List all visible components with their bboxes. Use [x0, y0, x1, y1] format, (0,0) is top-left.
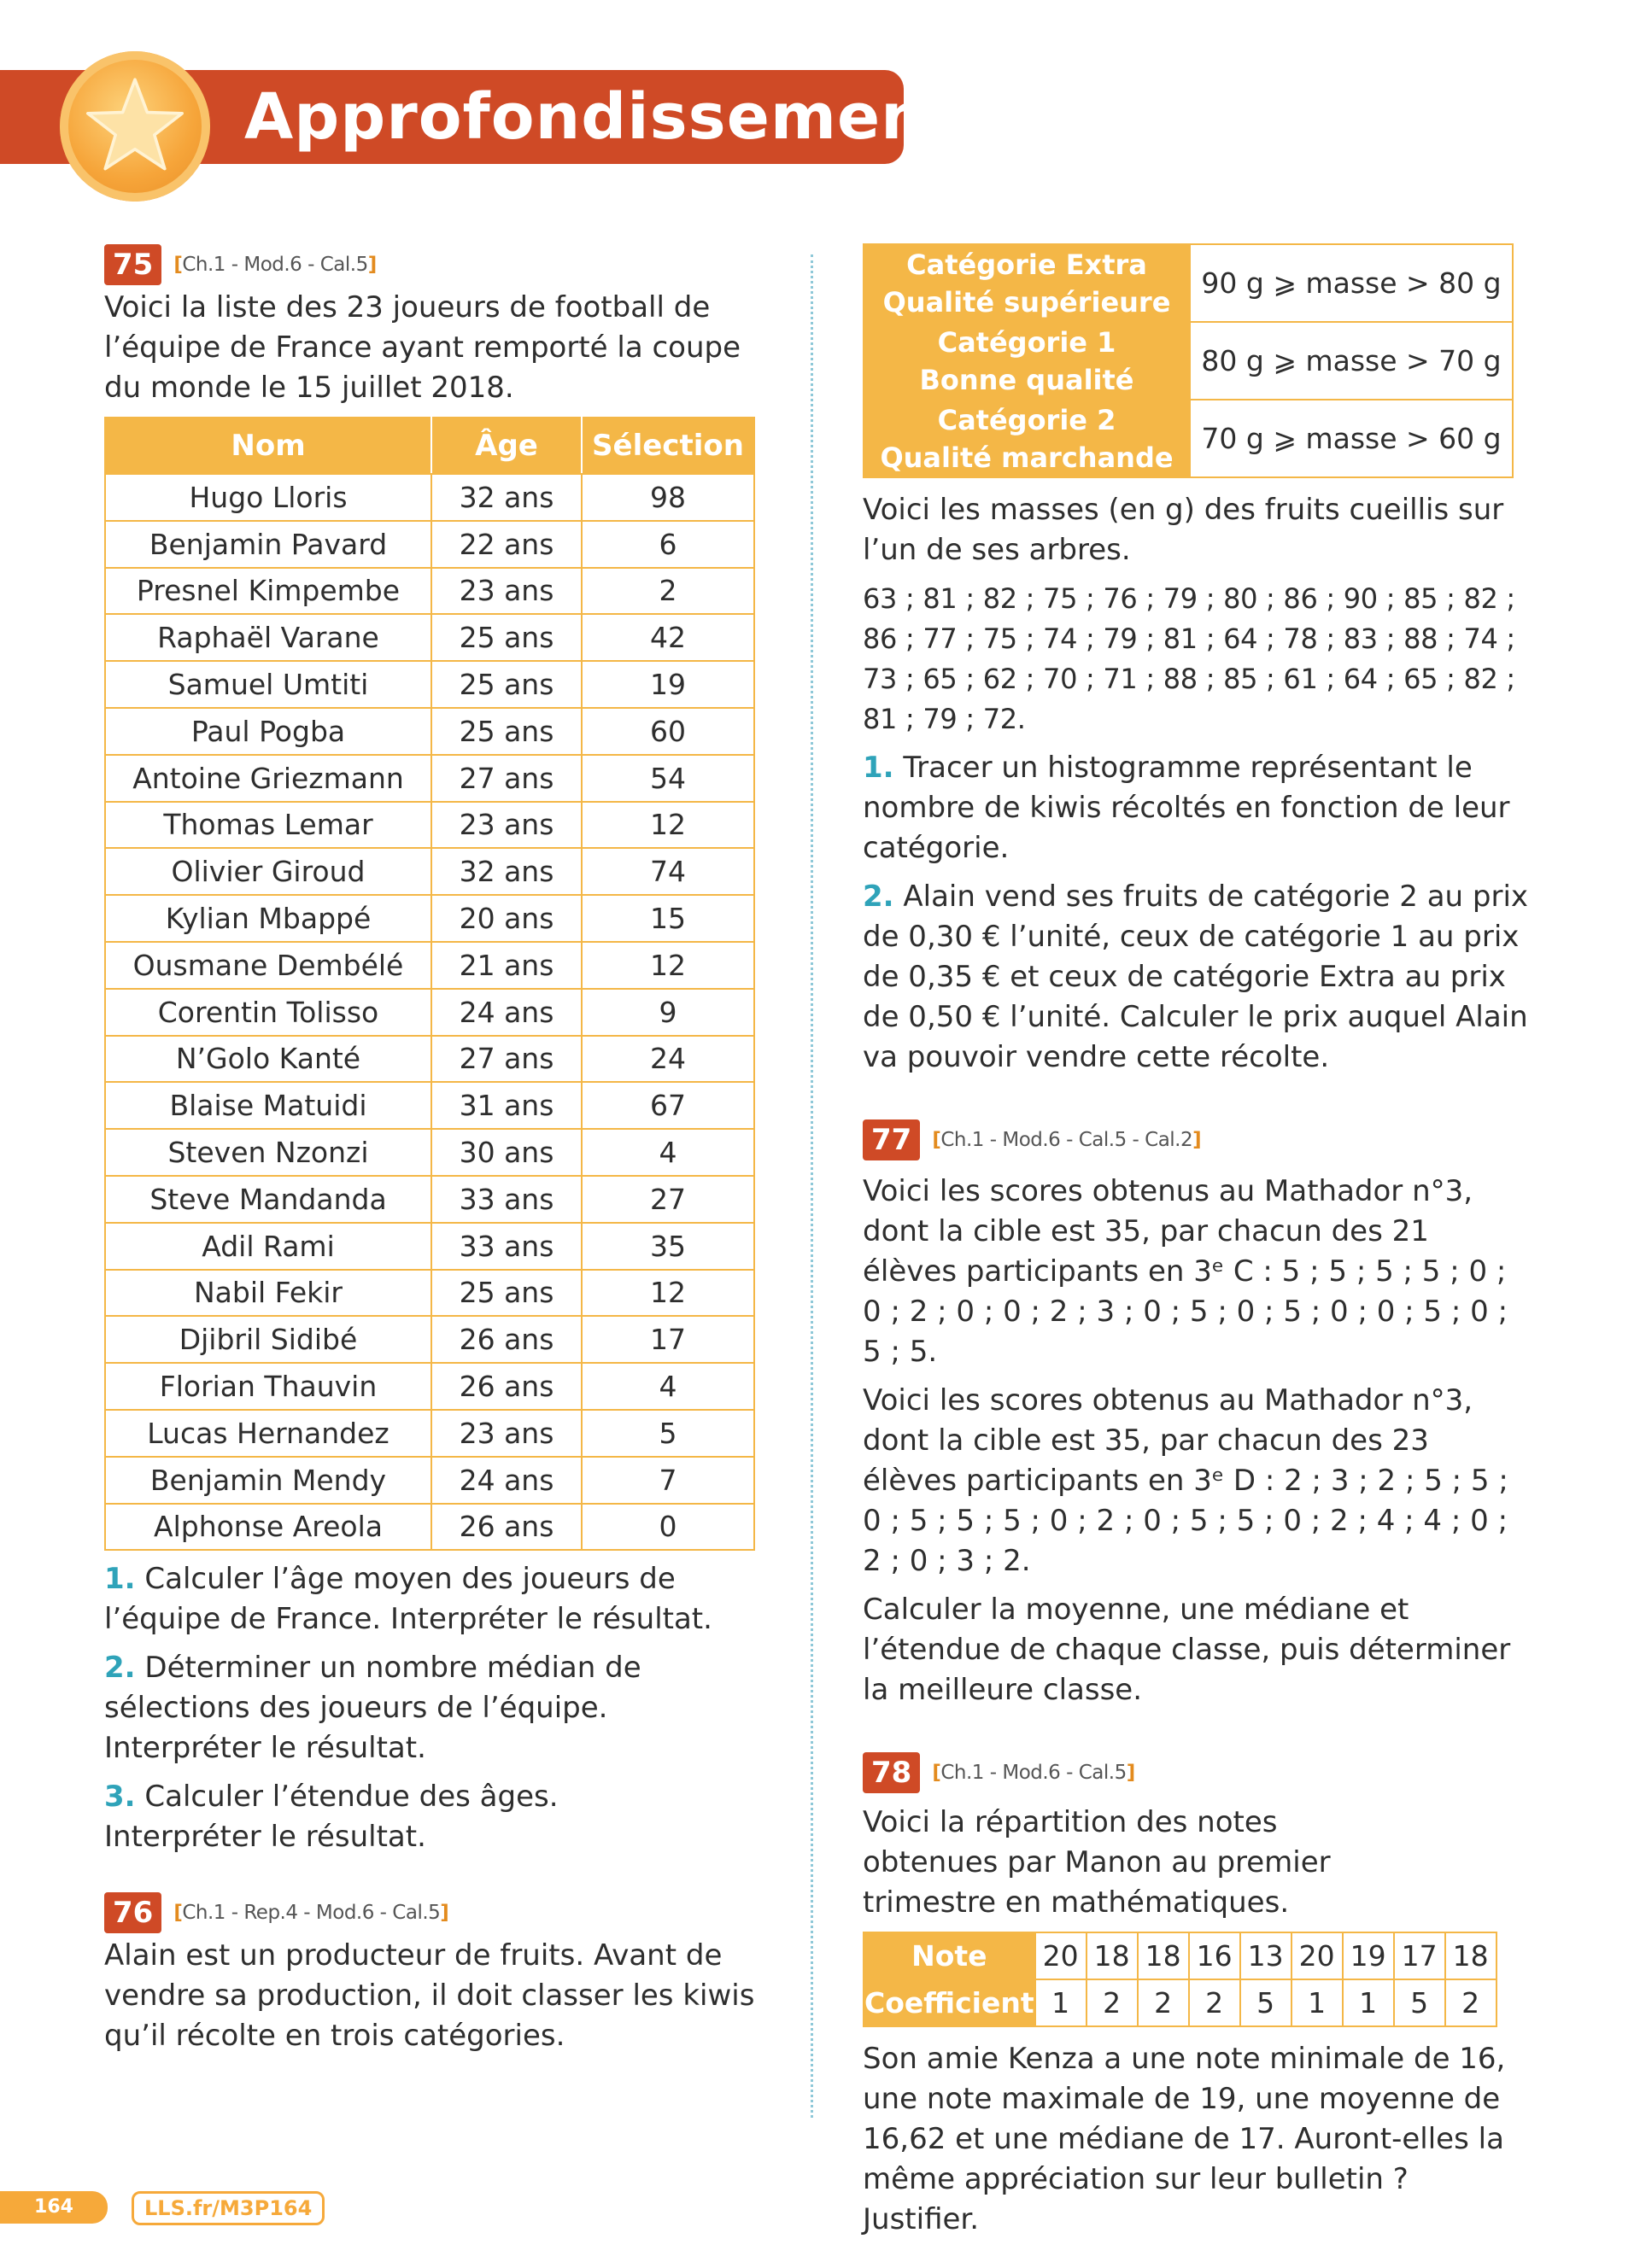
exercise-number: 77 — [863, 1119, 920, 1160]
category-2-range: 70 g ⩾ masse > 60 g — [1190, 400, 1513, 477]
player-name: Djibril Sidibé — [105, 1316, 431, 1363]
category-1-range: 80 g ⩾ masse > 70 g — [1190, 322, 1513, 400]
player-name: Raphaël Varane — [105, 614, 431, 661]
table-row — [105, 1036, 754, 1083]
player-name: Hugo Lloris — [105, 474, 431, 521]
player-age: 32 ans — [431, 474, 582, 521]
table-row — [105, 1504, 754, 1551]
exercise-77-header — [863, 1119, 1529, 1161]
player-age: 33 ans — [431, 1176, 582, 1223]
coefficient-value: 2 — [1138, 1979, 1189, 2026]
footer-link[interactable]: LLS.fr/M3P164 — [132, 2191, 325, 2225]
player-age: 30 ans — [431, 1129, 582, 1176]
player-name: Florian Thauvin — [105, 1363, 431, 1410]
exercise-77-class-c: Voici les scores obtenus au Mathador n°3, dont la cible est 35, par chacun des 21 élèves participants en 3ᵉ C : 5 ; 5 ; 5 ; 5 ; 0 ; 0 ; 2 ; 0 ; 0 ; 2 ; 3 ; 0 ; 5 ; 0 ; 5 ; 0 ; 0 ; 5 ; 0 ; 5 ; 5. — [863, 1174, 1508, 1369]
player-age: 25 ans — [431, 614, 582, 661]
table-row — [105, 474, 754, 521]
note-value: 17 — [1394, 1932, 1445, 1979]
table-row — [105, 755, 754, 802]
player-selections: 98 — [582, 474, 754, 521]
player-selections: 6 — [582, 521, 754, 568]
player-age: 24 ans — [431, 1457, 582, 1504]
table-row — [105, 942, 754, 989]
player-selections: 0 — [582, 1504, 754, 1551]
exercise-78-header — [863, 1751, 1529, 1794]
table-row — [105, 895, 754, 942]
player-selections: 27 — [582, 1176, 754, 1223]
coefficient-value: 2 — [1086, 1979, 1138, 2026]
player-age: 26 ans — [431, 1363, 582, 1410]
player-name: Benjamin Mendy — [105, 1457, 431, 1504]
player-name: Corentin Tolisso — [105, 989, 431, 1036]
question: 1. Calculer l’âge moyen des joueurs de l’équipe de France. Interpréter le résultat. — [104, 1562, 712, 1637]
player-selections: 19 — [582, 661, 754, 708]
coefficient-value: 1 — [1292, 1979, 1343, 2026]
question: 2. Alain vend ses fruits de catégorie 2 au prix de 0,30 € l’unité, ceux de catégorie 1 au prix de 0,35 € et ceux de catégorie Extra au prix de 0,50 € l’unité. Calculer le prix auquel Alain va pouvoir vendre cette récolte. — [863, 880, 1529, 1074]
coefficient-value: 1 — [1343, 1979, 1394, 2026]
player-selections: 15 — [582, 895, 754, 942]
column-header-name: Nom — [105, 418, 431, 474]
player-age: 25 ans — [431, 661, 582, 708]
exercise-76-intro: Alain est un producteur de fruits. Avant de vendre sa production, il doit classer les kiwis qu’il récolte en trois catégories. — [104, 1938, 755, 2054]
coefficient-value: 1 — [1035, 1979, 1086, 2026]
player-age: 23 ans — [431, 568, 582, 615]
player-name: Benjamin Pavard — [105, 521, 431, 568]
question: 3. Calculer l’étendue des âges. Interpréter le résultat. — [104, 1780, 559, 1855]
player-age: 25 ans — [431, 708, 582, 755]
right-column — [863, 243, 1529, 2240]
note-value: 20 — [1035, 1932, 1086, 1979]
coefficient-value: 2 — [1445, 1979, 1496, 2026]
masses-intro: Voici les masses (en g) des fruits cueillis sur l’un de ses arbres. — [863, 493, 1504, 567]
player-name: Paul Pogba — [105, 708, 431, 755]
player-selections: 12 — [582, 1270, 754, 1317]
table-row — [105, 1363, 754, 1410]
player-age: 23 ans — [431, 802, 582, 849]
note-label: Note — [864, 1932, 1035, 1979]
coefficient-value: 5 — [1240, 1979, 1292, 2026]
kiwi-categories-table — [863, 243, 1514, 478]
table-row — [105, 848, 754, 895]
player-name: Steve Mandanda — [105, 1176, 431, 1223]
table-row — [105, 568, 754, 615]
table-row — [105, 661, 754, 708]
masses-list: 63 ; 81 ; 82 ; 75 ; 76 ; 79 ; 80 ; 86 ; 90 ; 85 ; 82 ; 86 ; 77 ; 75 ; 74 ; 79 ; 81 ; 64 ; 78 ; 83 ; 88 ; 74 ; 73 ; 65 ; 62 ; 70 ; 71 ; 88 ; 85 ; 61 ; 64 ; 65 ; 82 ; 81 ; 79 ; 72. — [863, 582, 1515, 735]
player-name: Steven Nzonzi — [105, 1129, 431, 1176]
player-selections: 12 — [582, 942, 754, 989]
coefficient-value: 5 — [1394, 1979, 1445, 2026]
category-2: Catégorie 2 Qualité marchande — [864, 400, 1190, 477]
star-badge — [60, 51, 210, 202]
coefficient-value: 2 — [1189, 1979, 1240, 2026]
question: 2. Déterminer un nombre médian de sélections des joueurs de l’équipe. Interpréter le résultat. — [104, 1651, 641, 1766]
player-selections: 54 — [582, 755, 754, 802]
player-selections: 2 — [582, 568, 754, 615]
player-age: 25 ans — [431, 1270, 582, 1317]
player-name: Ousmane Dembélé — [105, 942, 431, 989]
column-divider — [811, 254, 813, 2118]
exercise-77-question: Calculer la moyenne, une médiane et l’étendue de chaque classe, puis déterminer la meilleure classe. — [863, 1593, 1511, 1707]
player-selections: 24 — [582, 1036, 754, 1083]
player-selections: 9 — [582, 989, 754, 1036]
player-selections: 5 — [582, 1410, 754, 1457]
player-selections: 4 — [582, 1129, 754, 1176]
player-selections: 60 — [582, 708, 754, 755]
table-row — [105, 802, 754, 849]
player-age: 31 ans — [431, 1082, 582, 1129]
exercise-77-class-d: Voici les scores obtenus au Mathador n°3, dont la cible est 35, par chacun des 23 élèves participants en 3ᵉ D : 2 ; 3 ; 2 ; 5 ; 5 ; 0 ; 5 ; 5 ; 5 ; 0 ; 2 ; 0 ; 5 ; 5 ; 0 ; 2 ; 4 ; 4 ; 0 ; 2 ; 0 ; 3 ; 2. — [863, 1383, 1508, 1578]
exercise-number: 76 — [104, 1892, 161, 1933]
exercise-reference: [Ch.1 - Mod.6 - Cal.5] — [173, 254, 377, 276]
note-value: 13 — [1240, 1932, 1292, 1979]
player-age: 24 ans — [431, 989, 582, 1036]
player-selections: 74 — [582, 848, 754, 895]
section-title: Approfondissement — [244, 80, 958, 154]
player-selections: 12 — [582, 802, 754, 849]
player-name: Lucas Hernandez — [105, 1410, 431, 1457]
exercise-78-outro: Son amie Kenza a une note minimale de 16, une note maximale de 19, une moyenne de 16,62 et une médiane de 17. Auront-elles la même appréciation sur leur bulletin ? Justifier. — [863, 2042, 1506, 2236]
player-name: Blaise Matuidi — [105, 1082, 431, 1129]
note-value: 18 — [1445, 1932, 1496, 1979]
player-name: Nabil Fekir — [105, 1270, 431, 1317]
exercise-reference: [Ch.1 - Mod.6 - Cal.5 - Cal.2] — [932, 1129, 1202, 1151]
category-extra-range: 90 g ⩾ masse > 80 g — [1190, 244, 1513, 322]
note-value: 18 — [1086, 1932, 1138, 1979]
note-value: 16 — [1189, 1932, 1240, 1979]
player-name: Antoine Griezmann — [105, 755, 431, 802]
player-age: 21 ans — [431, 942, 582, 989]
player-name: Olivier Giroud — [105, 848, 431, 895]
player-selections: 17 — [582, 1316, 754, 1363]
table-row — [105, 614, 754, 661]
coefficients-row — [864, 1979, 1496, 2026]
player-age: 27 ans — [431, 755, 582, 802]
exercise-75-header — [104, 243, 758, 286]
table-row — [105, 521, 754, 568]
exercise-76-header — [104, 1891, 758, 1934]
exercise-number: 75 — [104, 244, 161, 285]
notes-row — [864, 1932, 1496, 1979]
notes-table — [863, 1932, 1497, 2027]
player-selections: 67 — [582, 1082, 754, 1129]
player-name: Kylian Mbappé — [105, 895, 431, 942]
note-value: 18 — [1138, 1932, 1189, 1979]
exercise-78-intro: Voici la répartition des notes obtenues par Manon au premier trimestre en mathématiques. — [863, 1805, 1331, 1920]
exercise-75-questions — [104, 1559, 758, 1857]
player-age: 20 ans — [431, 895, 582, 942]
player-selections: 7 — [582, 1457, 754, 1504]
player-age: 26 ans — [431, 1316, 582, 1363]
table-row — [105, 1316, 754, 1363]
note-value: 20 — [1292, 1932, 1343, 1979]
table-row — [105, 1082, 754, 1129]
table-row — [105, 708, 754, 755]
table-row — [105, 1176, 754, 1223]
player-name: Alphonse Areola — [105, 1504, 431, 1551]
players-table-body — [105, 474, 754, 1550]
player-name: Adil Rami — [105, 1223, 431, 1270]
table-row — [105, 989, 754, 1036]
category-extra: Catégorie Extra Qualité supérieure — [864, 244, 1190, 322]
table-row — [105, 1410, 754, 1457]
player-name: Presnel Kimpembe — [105, 568, 431, 615]
category-1: Catégorie 1 Bonne qualité — [864, 322, 1190, 400]
note-value: 19 — [1343, 1932, 1394, 1979]
player-selections: 35 — [582, 1223, 754, 1270]
left-column — [104, 243, 758, 2056]
player-age: 22 ans — [431, 521, 582, 568]
player-age: 26 ans — [431, 1504, 582, 1551]
exercise-reference: [Ch.1 - Mod.6 - Cal.5] — [932, 1762, 1135, 1784]
question: 1. Tracer un histogramme représentant le nombre de kiwis récoltés en fonction de leur catégorie. — [863, 751, 1510, 865]
player-selections: 42 — [582, 614, 754, 661]
player-age: 32 ans — [431, 848, 582, 895]
table-row — [105, 1270, 754, 1317]
player-selections: 4 — [582, 1363, 754, 1410]
player-name: Thomas Lemar — [105, 802, 431, 849]
star-icon — [84, 73, 186, 176]
column-header-age: Âge — [431, 418, 582, 474]
table-row — [105, 1129, 754, 1176]
exercise-number: 78 — [863, 1752, 920, 1793]
exercise-reference: [Ch.1 - Rep.4 - Mod.6 - Cal.5] — [173, 1902, 449, 1925]
column-header-selection: Sélection — [582, 418, 754, 474]
table-row — [105, 1457, 754, 1504]
page-number: 164 — [0, 2191, 108, 2224]
table-row — [105, 1223, 754, 1270]
player-name: N’Golo Kanté — [105, 1036, 431, 1083]
exercise-75-intro: Voici la liste des 23 joueurs de football de l’équipe de France ayant remporté la coupe du monde le 15 juillet 2018. — [104, 290, 741, 405]
player-age: 23 ans — [431, 1410, 582, 1457]
player-age: 27 ans — [431, 1036, 582, 1083]
coefficient-label: Coefficient — [864, 1979, 1035, 2026]
player-age: 33 ans — [431, 1223, 582, 1270]
players-table — [104, 417, 755, 1551]
player-name: Samuel Umtiti — [105, 661, 431, 708]
